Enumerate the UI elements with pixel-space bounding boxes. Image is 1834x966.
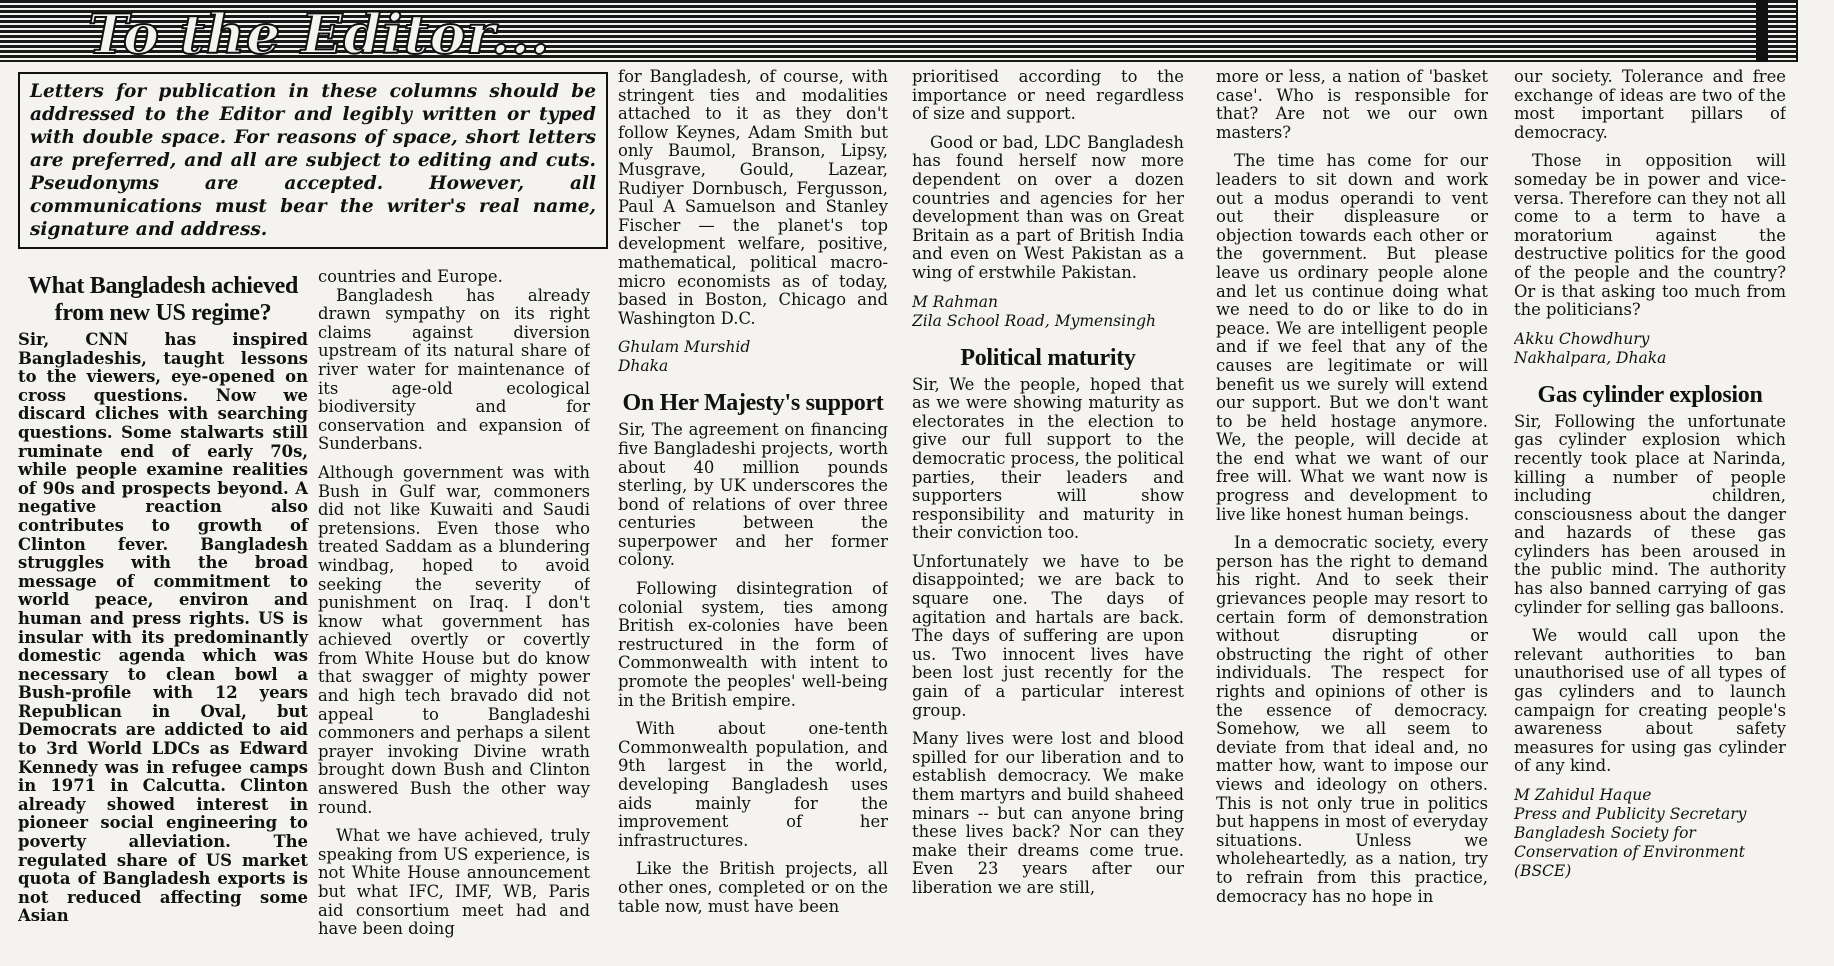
letter-1-paragraph: countries and Europe. xyxy=(318,268,503,286)
letter-2-paragraph: Following disintegration of colonial system, ties among British ex-colonies have been restructured in the form of Commonwealth with intent to promote the peoples' well-being in the British empire. xyxy=(618,579,888,710)
signature-place: Zila School Road, Mymensingh xyxy=(912,311,1156,330)
letter-1-paragraph: Bangladesh has already drawn sympathy on its right claims against diversion upstream of its natural share of river water for maintenance of its age-old ecological biodiversity and for conservation and expansion of Sunderbans. xyxy=(318,285,590,454)
signature-name: Akku Chowdhury xyxy=(1514,329,1650,348)
letter-1-body xyxy=(18,273,308,936)
signature-name: M Rahman xyxy=(912,292,998,311)
letter-1-paragraph: for Bangladesh, of course, with stringent ties and modalities attached to it as they don't follow Keynes, Adam Smith but only Baumol, Branson, Lipsy, Musgrave, Gould, Lazear, Rudiyer Dornbusch, Fergusson, Paul A Samuelson and Stanley Fischer — the planet's top development welfare, positive, mathematical, political macro-micro economists as of today, based in Boston, Chicago and Washington D.C. xyxy=(618,68,888,328)
signature-name: M Zahidul Haque xyxy=(1514,786,1652,804)
column-6 xyxy=(1514,68,1786,960)
signature-place: Dhaka xyxy=(618,357,669,376)
letter-3-paragraph: our society. Tolerance and free exchange of ideas are two of the most important pillars of democracy. xyxy=(1514,68,1786,142)
signature-name: Ghulam Murshid xyxy=(618,338,751,357)
signature-title: Press and Publicity Secretary xyxy=(1514,805,1747,823)
letter-4-paragraph: Sir, Following the unfortunate gas cylinder explosion which recently took place at Narinda, killing a number of people including children, consciousness about the danger and hazards of these gas cylinders has been aroused in the public mind. The authority has also banned carrying of gas cylinder for selling gas balloons. xyxy=(1514,411,1786,617)
section-banner xyxy=(0,0,1798,66)
column-4 xyxy=(912,68,1184,960)
letter-1-headline: What Bangladesh achieved from new US regime? xyxy=(27,273,299,326)
letter-3-paragraph: Those in opposition will someday be in power and vice-versa. Therefore can they not all come to a term to have a moratorium against the destructive politics for the good of the people and the country? Or is that asking too much from the politicians? xyxy=(1514,151,1786,320)
letter-3-paragraph: Sir, We the people, hoped that as we were showing maturity as electorates in the election to give our full support to the democratic process, the political parties, their leaders and supporters will show responsibility and maturity in their conviction too. xyxy=(912,374,1184,543)
column-5 xyxy=(1216,68,1488,960)
column-3 xyxy=(618,68,888,960)
letter-1-paragraph: Sir, CNN has inspired Bangladeshis, taught lessons to the viewers, eye-opened on cross questions. Now we discard cliches with searching questions. Some stalwarts still ruminate end of early 70s, while people examine realities of 90s and prospects beyond. A negative reaction also contributes to growth of Clinton fever. Bangladesh struggles with the broad message of commitment to world peace, environ and human and press rights. US is insular with its predominantly domestic agenda which was necessary to clean bowl a Bush-profile with 12 years Republican in Oval, but Democrats are addicted to aid to 3rd World LDCs as Edward Kennedy was in refugee camps in 1971 in Calcutta. Clinton already showed interest in pioneer social engineering to poverty alleviation. The regulated share of US market quota of Bangladesh exports is not reduced affecting some Asian xyxy=(18,330,308,926)
letter-2-paragraph: prioritised according to the importance or need regardless of size and support. xyxy=(912,68,1184,124)
letter-1-paragraph: Although government was with Bush in Gulf war, commoners did not like Kuwaiti and Saudi pretensions. Even those who treated Saddam as a blundering windbag, hoped to avoid seeking the severity of punishment on Iraq. I don't know what government has achieved overtly or covertly from White House but do know that swagger of mighty power and high tech bravado did not appeal to Bangladeshi commoners and perhaps a silent prayer invoking Divine wrath brought down Bush and Clinton answered Bush the other way round. xyxy=(318,462,590,817)
letter-1-signature xyxy=(618,338,888,376)
letter-4-paragraph: We would call upon the relevant authorities to ban unauthorised use of all types of gas cylinders and to launch campaign for creating people's awareness about safety measures for using gas cylinder of any kind. xyxy=(1514,626,1786,776)
letter-3-paragraph: Unfortunately we have to be disappointed; we are back to square one. The days of agitation and hartals are back. The days of suffering are upon us. Two innocent lives have been lost just recently for the gain of a particular interest group. xyxy=(912,551,1184,720)
section-title: To the Editor... xyxy=(88,2,551,66)
letter-3-paragraph: The time has come for our leaders to sit down and work out a modus operandi to vent out their displeasure or objection towards each other or the government. But please leave us ordinary people alone and let us continue doing what we need to do or like to do in peace. We are intelligent people and if we feel that any of the causes are legitimate or will benefit us we surely will extend our support. But we don't want to be held hostage anymore. We, the people, will decide at the end what we want of our free will. What we want now is progress and development to live like honest human beings. xyxy=(1216,151,1488,524)
letter-2-paragraph: Sir, The agreement on financing five Bangladeshi projects, worth about 40 million pounds sterling, by UK underscores the bond of relations of over three centuries between the superpower and her former colony. xyxy=(618,420,888,570)
letter-2-paragraph: Like the British projects, all other ones, completed or on the table now, must have been xyxy=(618,859,888,916)
letter-3-signature xyxy=(1514,330,1786,368)
letter-1-paragraph: What we have achieved, truly speaking from US experience, is not White House announcement but what IFC, IMF, WB, Paris aid consortium meet had and have been doing xyxy=(318,826,590,939)
letter-2-signature xyxy=(912,293,1184,331)
letter-2-paragraph: Good or bad, LDC Bangladesh has found herself now more dependent on over a dozen countries and agencies for her development than was on Great Britain as a part of British India and even on West Pakistan as a wing of erstwhile Pakistan. xyxy=(912,132,1184,282)
banner-rule xyxy=(1756,0,1768,62)
letter-2-headline: On Her Majesty's support xyxy=(622,390,884,417)
signature-place: Nakhalpara, Dhaka xyxy=(1514,348,1667,367)
letter-3-paragraph: more or less, a nation of 'basket case'. Who is responsible for that? Are not we our own masters? xyxy=(1216,68,1488,142)
letter-3-paragraph: In a democratic society, every person has the right to demand his right. And to seek their grievances people may resort to certain form of demonstration without disrupting or obstructing the right of other individuals. The respect for rights and opinions of other is the essence of democracy. Somehow, we all seem to deviate from that ideal and, no matter how, want to impose our views and ideology on others. This is not only true in politics but happens in most of everyday situations. Unless we wholeheartedly, as a nation, try to refrain from this practice, democracy has no hope in xyxy=(1216,533,1488,906)
letter-3-headline: Political maturity xyxy=(960,344,1136,371)
submission-notice: Letters for publication in these columns should be addressed to the Editor and legibly written or typed with double space. For reasons of space, short letters are preferred, and all are subject to editing and cuts. Pseudonyms are accepted. However, all communications must bear the writer's real name, signature and address. xyxy=(18,72,608,249)
letter-2-paragraph: With about one-tenth Commonwealth population, and 9th largest in the world, developing Bangladesh uses aids mainly for the improvement of her infrastructures. xyxy=(618,719,888,850)
letter-4-signature xyxy=(1514,786,1786,881)
letter-4-headline: Gas cylinder explosion xyxy=(1537,381,1763,408)
signature-organization: Bangladesh Society for Conservation of Environment (BSCE) xyxy=(1514,824,1745,880)
column-2 xyxy=(318,268,590,960)
letter-3-paragraph: Many lives were lost and blood spilled for our liberation and to establish democracy. We make them martyrs and build shaheed minars -- but can anyone bring these lives back? Nor can they make their dreams come true. Even 23 years after our liberation we are still, xyxy=(912,729,1184,897)
